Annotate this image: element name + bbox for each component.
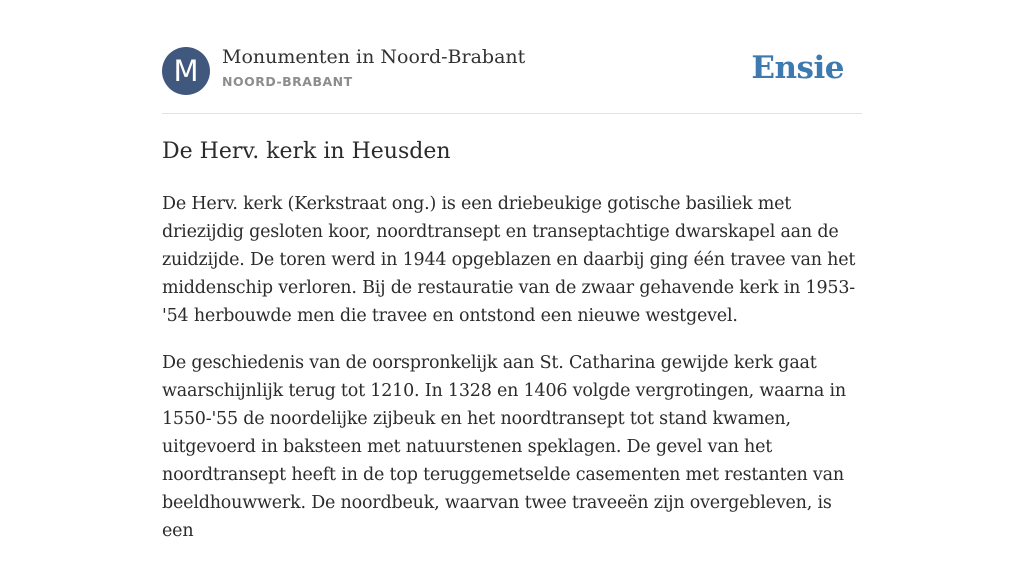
site-subtitle[interactable]: NOORD-BRABANT: [222, 74, 353, 89]
article-paragraph: De Herv. kerk (Kerkstraat ong.) is een driebeukige gotische basiliek met driezijdig gesloten koor, noordtransept en transeptachtige dwarskapel aan de zuidzijde. De toren werd in 1944 opgeblazen en daarbij ging één travee van het middenschip verloren. Bij de restauratie van de zwaar gehavende kerk in 1953-'54 herbouwde men die travee en ontstond een nieuwe westgevel.: [162, 194, 856, 326]
site-header: [162, 0, 862, 114]
article-title: De Herv. kerk in Heusden: [162, 139, 451, 164]
article-paragraph: De geschiedenis van de oorspronkelijk aan St. Catharina gewijde kerk gaat waarschijnlijk terug tot 1210. In 1328 en 1406 volgde vergrotingen, waarna in 1550-'55 de noordelijke zijbeuk en het noordtransept tot stand kwamen, uitgevoerd in baksteen met natuurstenen speklagen. De gevel van het noordtransept heeft in de top teruggemetselde casementen met restanten van beeldhouwwerk. De noordbeuk, waarvan twee traveeën zijn overgebleven, is een: [162, 353, 846, 541]
avatar[interactable]: M: [162, 47, 210, 95]
page-container: [162, 0, 862, 541]
site-title[interactable]: Monumenten in Noord-Brabant: [222, 46, 526, 68]
ensie-logo[interactable]: Ensie: [751, 50, 844, 86]
article-body: [162, 190, 862, 564]
